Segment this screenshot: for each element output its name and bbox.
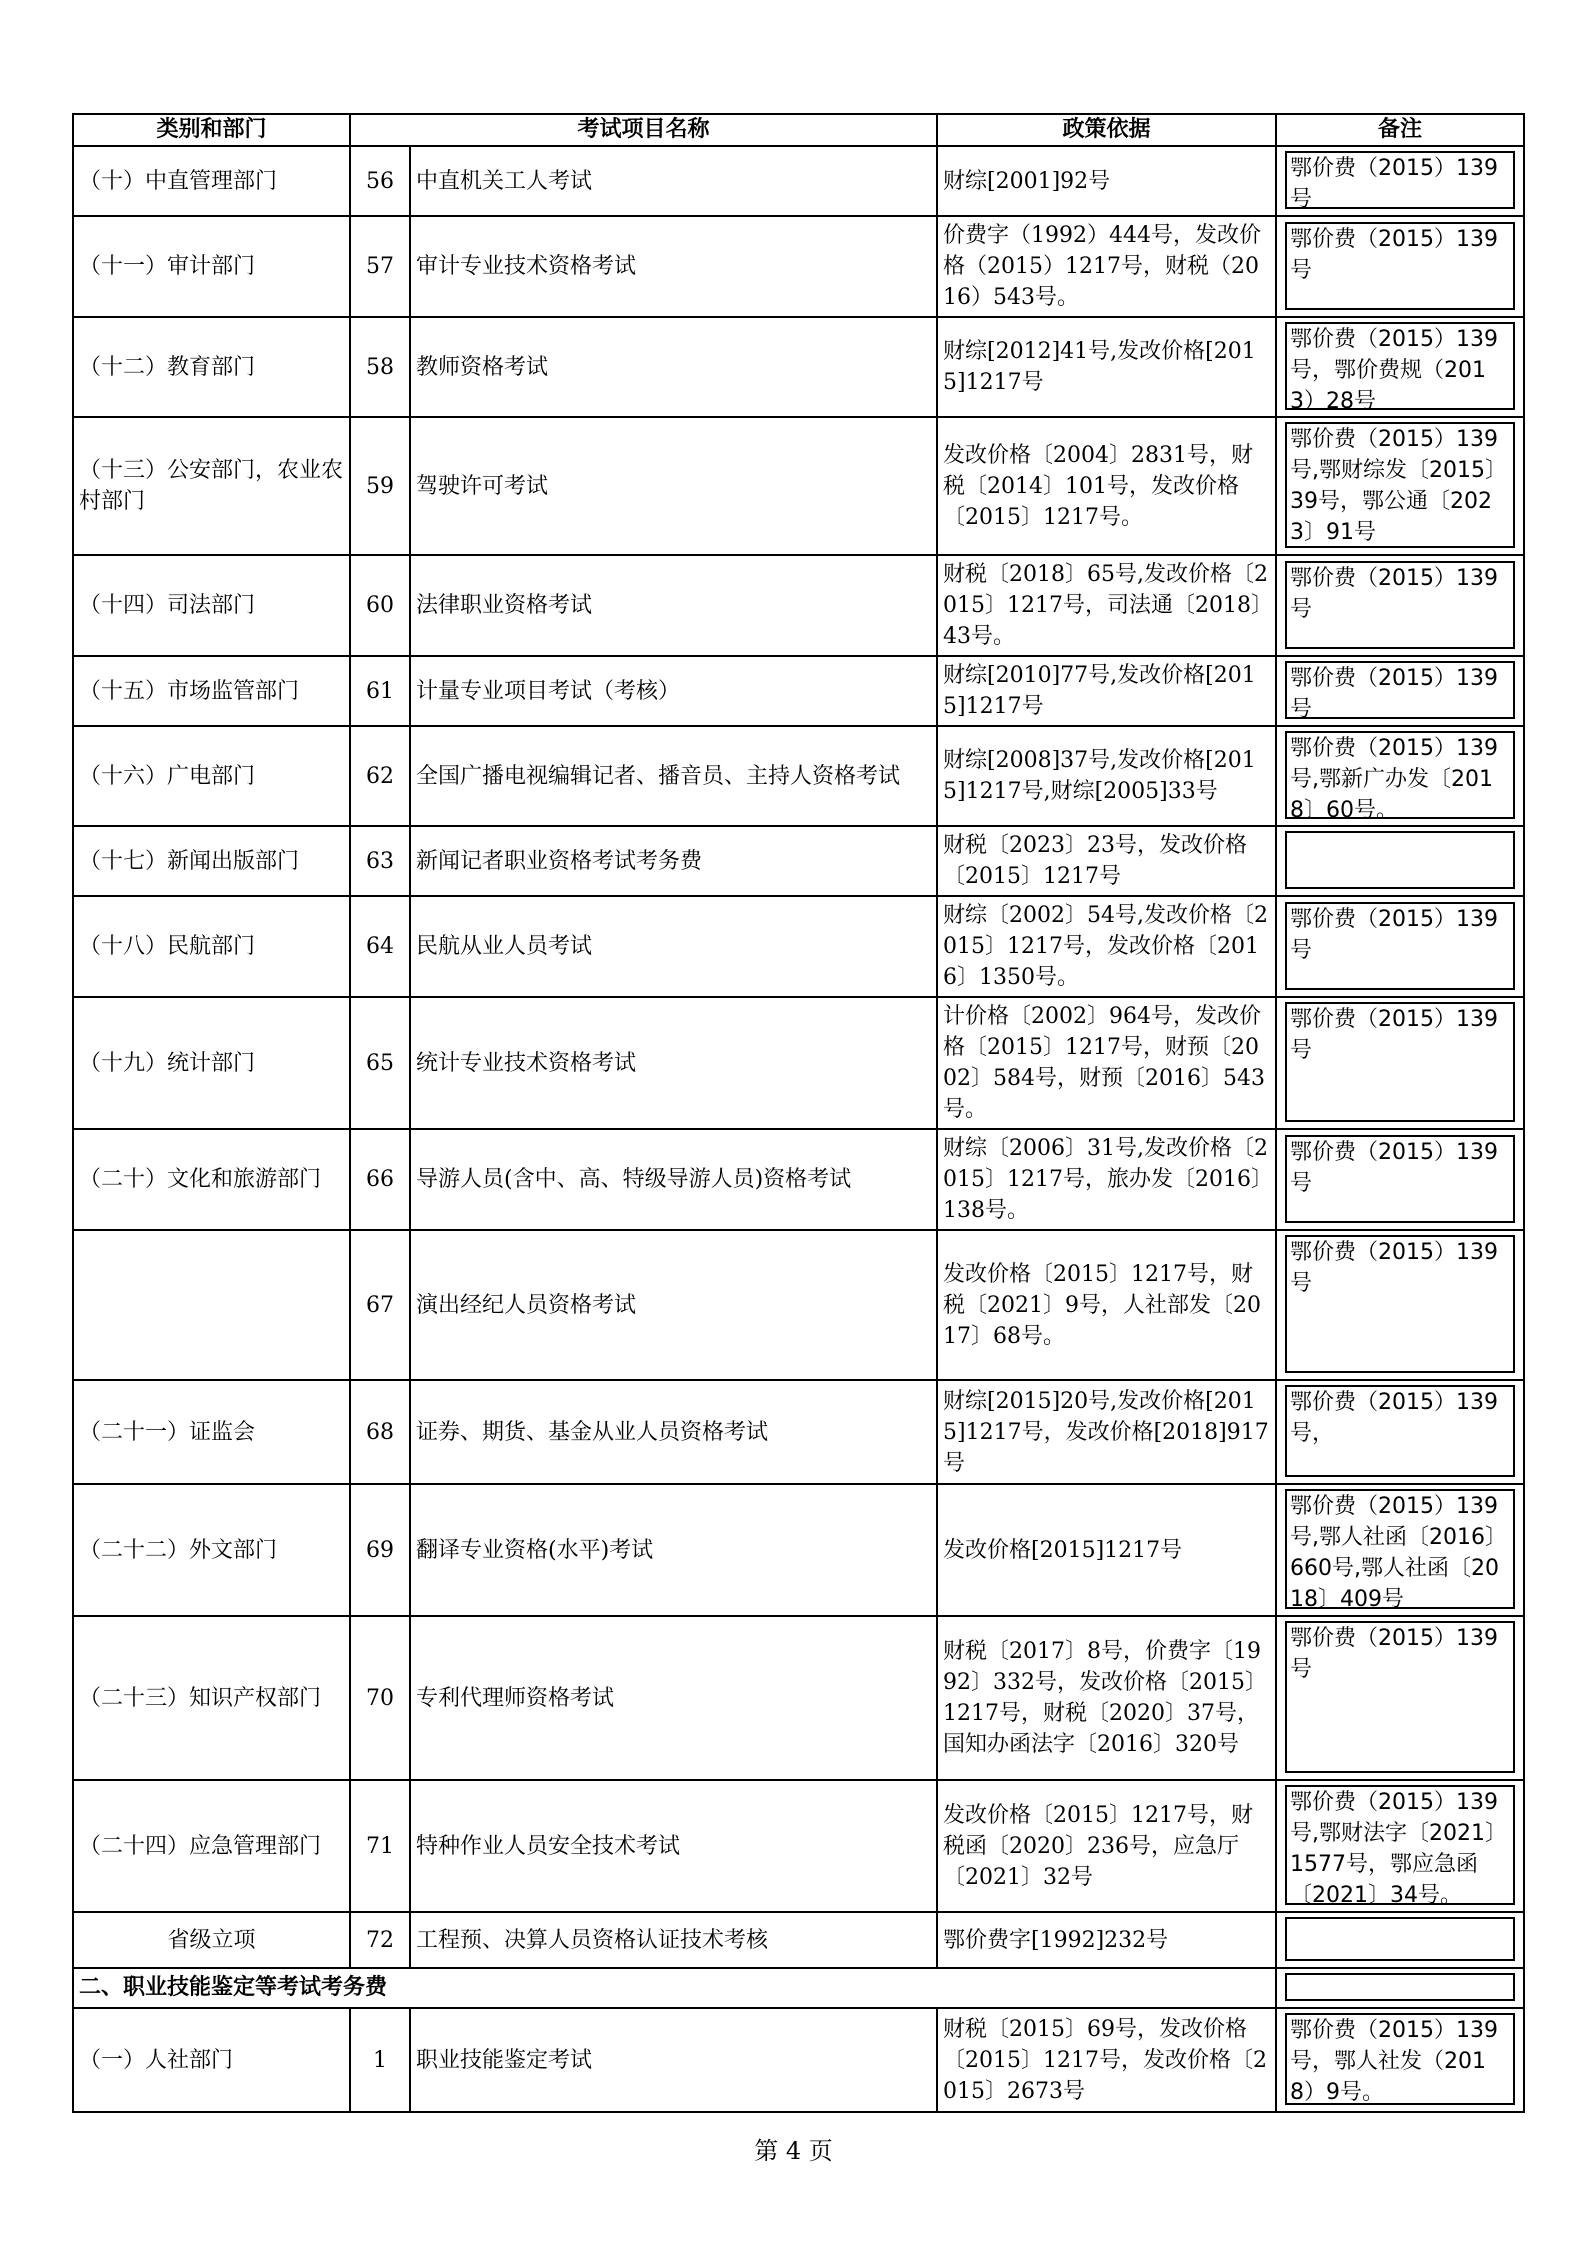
remark-text: 鄂价费（2015）139号 [1285,1135,1515,1223]
item-number: 63 [350,826,410,896]
remark-text: 鄂价费（2015）139号， [1285,1385,1515,1477]
remark-text: 鄂价费（2015）139号 [1285,151,1515,209]
remark-cell [1276,2008,1524,2112]
table-row [73,1780,1524,1912]
policy-basis: 财综[2015]20号,发改价格[2015]1217号，发改价格[2018]917号 [937,1380,1276,1484]
category-cell: （二十三）知识产权部门 [73,1616,350,1780]
exam-name: 翻译专业资格(水平)考试 [410,1484,937,1616]
item-number: 68 [350,1380,410,1484]
item-number: 72 [350,1912,410,1968]
item-number: 60 [350,555,410,656]
table-row [73,555,1524,656]
category-cell [73,1230,350,1380]
remark-text: 鄂价费（2015）139号 [1285,661,1515,719]
header-remarks: 备注 [1276,114,1524,146]
exam-name: 演出经纪人员资格考试 [410,1230,937,1380]
policy-basis: 财综[2012]41号,发改价格[2015]1217号 [937,317,1276,417]
item-number: 57 [350,216,410,317]
remark-cell [1276,1780,1524,1912]
item-number: 59 [350,417,410,555]
category-cell: （十二）教育部门 [73,317,350,417]
remark-text: 鄂价费（2015）139号,鄂人社函〔2016〕660号,鄂人社函〔2018〕409号 [1285,1489,1515,1609]
exam-name: 证券、期货、基金从业人员资格考试 [410,1380,937,1484]
table-row [73,896,1524,997]
remark-cell [1276,1616,1524,1780]
remark-text: 鄂价费（2015）139号，鄂人社发（2018）9号。 [1285,2013,1515,2105]
category-cell: （二十二）外文部门 [73,1484,350,1616]
policy-basis: 财税〔2023〕23号，发改价格〔2015〕1217号 [937,826,1276,896]
remark-text [1285,1917,1515,1961]
category-cell: （十五）市场监管部门 [73,656,350,726]
policy-basis: 财税〔2015〕69号，发改价格〔2015〕1217号，发改价格〔2015〕2673号 [937,2008,1276,2112]
remark-text: 鄂价费（2015）139号 [1285,1235,1515,1373]
exam-name: 导游人员(含中、高、特级导游人员)资格考试 [410,1129,937,1230]
table-row [73,726,1524,826]
table-row [73,216,1524,317]
table-row [73,656,1524,726]
remark-cell [1276,1230,1524,1380]
table-row [73,1380,1524,1484]
remark-cell [1276,896,1524,997]
table-row [73,317,1524,417]
item-number: 70 [350,1616,410,1780]
item-number: 62 [350,726,410,826]
fee-table [72,113,1525,2113]
remark-text: 鄂价费（2015）139号,鄂新广办发〔2018〕60号。 [1285,731,1515,819]
remark-cell [1276,826,1524,896]
section-title: 二、职业技能鉴定等考试考务费 [73,1968,1276,2008]
category-cell: （十八）民航部门 [73,896,350,997]
remark-cell [1276,317,1524,417]
item-number: 65 [350,997,410,1129]
table-row [73,1129,1524,1230]
category-cell: （十九）统计部门 [73,997,350,1129]
remark-text: 鄂价费（2015）139号 [1285,902,1515,990]
remark-cell [1276,656,1524,726]
remark-cell [1276,1129,1524,1230]
policy-basis: 发改价格〔2015〕1217号，财税函〔2020〕236号，应急厅〔2021〕32号 [937,1780,1276,1912]
remark-text [1285,1973,1515,2001]
page-number: 第 4 页 [754,2137,833,2165]
remark-cell [1276,216,1524,317]
exam-name: 教师资格考试 [410,317,937,417]
header-policy-basis: 政策依据 [937,114,1276,146]
policy-basis: 财税〔2018〕65号,发改价格〔2015〕1217号，司法通〔2018〕43号。 [937,555,1276,656]
policy-basis: 计价格〔2002〕964号，发改价格〔2015〕1217号，财预〔2002〕584号，财预〔2016〕543号。 [937,997,1276,1129]
policy-basis: 发改价格〔2004〕2831号，财税〔2014〕101号，发改价格〔2015〕1217号。 [937,417,1276,555]
item-number: 61 [350,656,410,726]
exam-name: 统计专业技术资格考试 [410,997,937,1129]
exam-name: 民航从业人员考试 [410,896,937,997]
table-row [73,826,1524,896]
section-row [73,1968,1524,2008]
table-row [73,1912,1524,1968]
exam-name: 计量专业项目考试（考核） [410,656,937,726]
category-cell: 省级立项 [73,1912,350,1968]
policy-basis: 财综[2010]77号,发改价格[2015]1217号 [937,656,1276,726]
policy-basis: 财综[2001]92号 [937,146,1276,216]
table-row [73,2008,1524,2112]
remark-cell [1276,417,1524,555]
remark-cell [1276,997,1524,1129]
table-row [73,146,1524,216]
category-cell: （十六）广电部门 [73,726,350,826]
table-row [73,1616,1524,1780]
item-number: 64 [350,896,410,997]
remark-cell [1276,726,1524,826]
table-row [73,1230,1524,1380]
category-cell: （二十四）应急管理部门 [73,1780,350,1912]
policy-basis: 财综〔2002〕54号,发改价格〔2015〕1217号，发改价格〔2016〕1350号。 [937,896,1276,997]
policy-basis: 价费字（1992）444号，发改价格（2015）1217号，财税（2016）543号。 [937,216,1276,317]
remark-text: 鄂价费（2015）139号 [1285,1002,1515,1122]
item-number: 66 [350,1129,410,1230]
table-row [73,1484,1524,1616]
item-number: 71 [350,1780,410,1912]
remark-text: 鄂价费（2015）139号 [1285,561,1515,649]
table-header-row [73,114,1524,146]
remark-text: 鄂价费（2015）139号 [1285,222,1515,310]
policy-basis: 发改价格[2015]1217号 [937,1484,1276,1616]
remark-text: 鄂价费（2015）139号,鄂财综发〔2015〕39号，鄂公通〔2023〕91号 [1285,422,1515,548]
remark-text: 鄂价费（2015）139号 [1285,1621,1515,1773]
category-cell: （十）中直管理部门 [73,146,350,216]
item-number: 1 [350,2008,410,2112]
table-row [73,417,1524,555]
header-exam-name: 考试项目名称 [350,114,937,146]
remark-cell [1276,1484,1524,1616]
header-category: 类别和部门 [73,114,350,146]
exam-name: 全国广播电视编辑记者、播音员、主持人资格考试 [410,726,937,826]
policy-basis: 财税〔2017〕8号，价费字〔1992〕332号，发改价格〔2015〕1217号，财税〔2020〕37号，国知办函法字〔2016〕320号 [937,1616,1276,1780]
policy-basis: 发改价格〔2015〕1217号，财税〔2021〕9号，人社部发〔2017〕68号。 [937,1230,1276,1380]
category-cell: （二十）文化和旅游部门 [73,1129,350,1230]
category-cell: （一）人社部门 [73,2008,350,2112]
remark-cell [1276,146,1524,216]
remark-text: 鄂价费（2015）139号,鄂财法字〔2021〕1577号，鄂应急函〔2021〕34号。 [1285,1785,1515,1905]
category-cell: （十四）司法部门 [73,555,350,656]
category-cell: （二十一）证监会 [73,1380,350,1484]
category-cell: （十三）公安部门，农业农村部门 [73,417,350,555]
remark-cell [1276,555,1524,656]
item-number: 58 [350,317,410,417]
remark-cell [1276,1968,1524,2008]
exam-name: 职业技能鉴定考试 [410,2008,937,2112]
item-number: 69 [350,1484,410,1616]
exam-name: 专利代理师资格考试 [410,1616,937,1780]
remark-cell [1276,1380,1524,1484]
category-cell: （十七）新闻出版部门 [73,826,350,896]
policy-basis: 财综[2008]37号,发改价格[2015]1217号,财综[2005]33号 [937,726,1276,826]
item-number: 56 [350,146,410,216]
exam-name: 特种作业人员安全技术考试 [410,1780,937,1912]
policy-basis: 鄂价费字[1992]232号 [937,1912,1276,1968]
remark-cell [1276,1912,1524,1968]
table-row [73,997,1524,1129]
exam-name: 新闻记者职业资格考试考务费 [410,826,937,896]
remark-text: 鄂价费（2015）139号，鄂价费规（2013）28号 [1285,322,1515,410]
exam-name: 工程预、决算人员资格认证技术考核 [410,1912,937,1968]
remark-text [1285,831,1515,889]
category-cell: （十一）审计部门 [73,216,350,317]
exam-name: 中直机关工人考试 [410,146,937,216]
exam-name: 驾驶许可考试 [410,417,937,555]
item-number: 67 [350,1230,410,1380]
exam-name: 审计专业技术资格考试 [410,216,937,317]
exam-name: 法律职业资格考试 [410,555,937,656]
policy-basis: 财综〔2006〕31号,发改价格〔2015〕1217号，旅办发〔2016〕138号。 [937,1129,1276,1230]
